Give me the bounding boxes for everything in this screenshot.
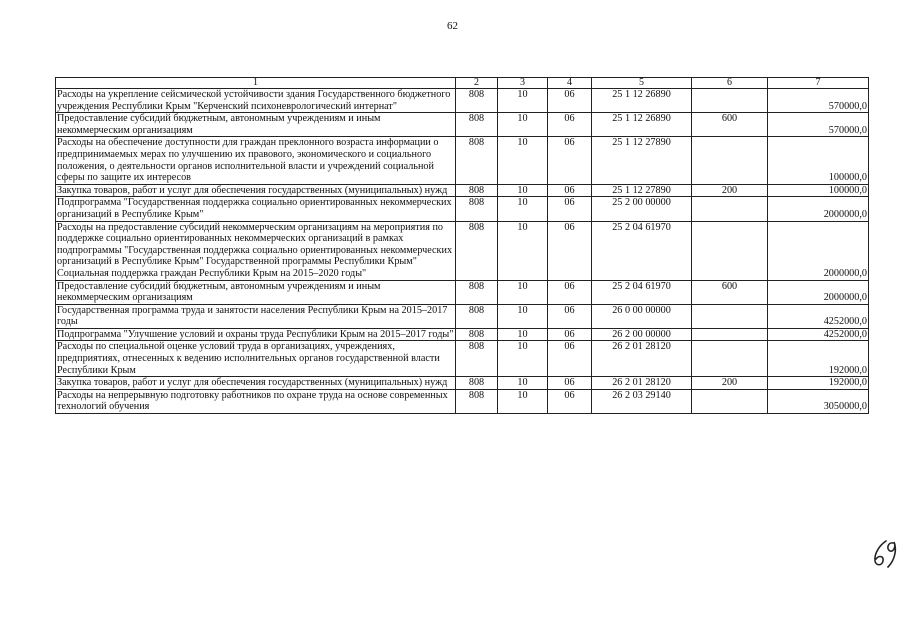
- department-code: 808: [456, 377, 498, 390]
- expense-name: Расходы на предоставление субсидий некоммерческим организациям на мероприятия по поддержке социально ориентированных некоммерческих организаций в рамках подпрограммы "Государственная поддержка социально ориентированных некоммерческих организаций в Республике Крым" Государственной программы Республики Крым" Социальная поддержка граждан Республики Крым на 2015–2020 годы": [56, 221, 456, 280]
- section-code: 10: [498, 137, 548, 184]
- expense-name: Подпрограмма "Улучшение условий и охраны труда Республики Крым на 2015–2017 годы": [56, 328, 456, 341]
- subsection-code: 06: [548, 341, 592, 377]
- expense-name: Предоставление субсидий бюджетным, автономным учреждениям и иным некоммерческим организациям: [56, 113, 456, 137]
- subsection-code: 06: [548, 197, 592, 221]
- expense-type-code: 200: [692, 184, 768, 197]
- table-row: [56, 184, 869, 197]
- expense-name: Предоставление субсидий бюджетным, автономным учреждениям и иным некоммерческим организациям: [56, 280, 456, 304]
- amount: 570000,0: [768, 89, 869, 113]
- table-row: [56, 89, 869, 113]
- column-header-5: 5: [592, 78, 692, 89]
- subsection-code: 06: [548, 389, 592, 413]
- expense-name: Расходы на укрепление сейсмической устойчивости здания Государственного бюджетного учреждения Республики Крым "Керченский психоневрологический интернат": [56, 89, 456, 113]
- amount: 4252000,0: [768, 304, 869, 328]
- table-row: [56, 113, 869, 137]
- amount: 570000,0: [768, 113, 869, 137]
- subsection-code: 06: [548, 89, 592, 113]
- table-row: [56, 280, 869, 304]
- section-code: 10: [498, 113, 548, 137]
- column-header-1: 1: [56, 78, 456, 89]
- column-header-2: 2: [456, 78, 498, 89]
- section-code: 10: [498, 197, 548, 221]
- section-code: 10: [498, 341, 548, 377]
- amount: 2000000,0: [768, 280, 869, 304]
- target-article-code: 25 2 00 00000: [592, 197, 692, 221]
- department-code: 808: [456, 341, 498, 377]
- department-code: 808: [456, 221, 498, 280]
- subsection-code: 06: [548, 304, 592, 328]
- target-article-code: 26 2 01 28120: [592, 341, 692, 377]
- department-code: 808: [456, 89, 498, 113]
- table-row: [56, 304, 869, 328]
- amount: 192000,0: [768, 377, 869, 390]
- column-header-4: 4: [548, 78, 592, 89]
- department-code: 808: [456, 328, 498, 341]
- department-code: 808: [456, 389, 498, 413]
- amount: 2000000,0: [768, 221, 869, 280]
- target-article-code: 25 1 12 27890: [592, 184, 692, 197]
- expense-type-code: [692, 197, 768, 221]
- table-row: [56, 389, 869, 413]
- section-code: 10: [498, 89, 548, 113]
- target-article-code: 25 2 04 61970: [592, 221, 692, 280]
- section-code: 10: [498, 389, 548, 413]
- section-code: 10: [498, 328, 548, 341]
- subsection-code: 06: [548, 137, 592, 184]
- column-header-3: 3: [498, 78, 548, 89]
- table-row: [56, 197, 869, 221]
- target-article-code: 26 0 00 00000: [592, 304, 692, 328]
- section-code: 10: [498, 280, 548, 304]
- page-number: 62: [447, 20, 458, 32]
- expense-type-code: [692, 304, 768, 328]
- target-article-code: 25 1 12 26890: [592, 113, 692, 137]
- expense-name: Расходы на обеспечение доступности для граждан преклонного возраста информации о предпринимаемых мерах по улучшению их правового, экономического и социального положения, о деятельности органов исполнительной власти и учреждений социальной сферы по защите их интересов: [56, 137, 456, 184]
- amount: 100000,0: [768, 137, 869, 184]
- amount: 2000000,0: [768, 197, 869, 221]
- expense-name: Расходы на непрерывную подготовку работников по охране труда на основе современных технологий обучения: [56, 389, 456, 413]
- amount: 4252000,0: [768, 328, 869, 341]
- amount: 3050000,0: [768, 389, 869, 413]
- subsection-code: 06: [548, 280, 592, 304]
- budget-table: [55, 77, 869, 414]
- table-row: [56, 341, 869, 377]
- expense-type-code: [692, 389, 768, 413]
- section-code: 10: [498, 377, 548, 390]
- target-article-code: 25 1 12 27890: [592, 137, 692, 184]
- expense-name: Подпрограмма "Государственная поддержка социально ориентированных некоммерческих организаций в Республике Крым": [56, 197, 456, 221]
- table-row: [56, 221, 869, 280]
- department-code: 808: [456, 113, 498, 137]
- section-code: 10: [498, 221, 548, 280]
- subsection-code: 06: [548, 328, 592, 341]
- target-article-code: 25 2 04 61970: [592, 280, 692, 304]
- expense-name: Закупка товаров, работ и услуг для обеспечения государственных (муниципальных) нужд: [56, 377, 456, 390]
- column-header-6: 6: [692, 78, 768, 89]
- table-row: [56, 328, 869, 341]
- expense-type-code: [692, 221, 768, 280]
- subsection-code: 06: [548, 377, 592, 390]
- expense-name: Государственная программа труда и занятости населения Республики Крым на 2015–2017 годы: [56, 304, 456, 328]
- amount: 100000,0: [768, 184, 869, 197]
- department-code: 808: [456, 304, 498, 328]
- subsection-code: 06: [548, 113, 592, 137]
- expense-name: Закупка товаров, работ и услуг для обеспечения государственных (муниципальных) нужд: [56, 184, 456, 197]
- target-article-code: 25 1 12 26890: [592, 89, 692, 113]
- target-article-code: 26 2 01 28120: [592, 377, 692, 390]
- table-row: [56, 137, 869, 184]
- section-code: 10: [498, 184, 548, 197]
- expense-type-code: [692, 137, 768, 184]
- amount: 192000,0: [768, 341, 869, 377]
- expense-type-code: [692, 89, 768, 113]
- department-code: 808: [456, 184, 498, 197]
- target-article-code: 26 2 00 00000: [592, 328, 692, 341]
- department-code: 808: [456, 197, 498, 221]
- department-code: 808: [456, 137, 498, 184]
- expense-name: Расходы по специальной оценке условий труда в организациях, учреждениях, предприятиях, отнесенных к ведению исполнительных органов государственной власти Республики Крым: [56, 341, 456, 377]
- table-row: [56, 377, 869, 390]
- expense-type-code: [692, 341, 768, 377]
- expense-type-code: [692, 328, 768, 341]
- column-header-7: 7: [768, 78, 869, 89]
- header-row: [56, 78, 869, 89]
- subsection-code: 06: [548, 221, 592, 280]
- expense-type-code: 200: [692, 377, 768, 390]
- handwritten-page-number-mark: [866, 533, 900, 573]
- section-code: 10: [498, 304, 548, 328]
- department-code: 808: [456, 280, 498, 304]
- target-article-code: 26 2 03 29140: [592, 389, 692, 413]
- expense-type-code: 600: [692, 113, 768, 137]
- subsection-code: 06: [548, 184, 592, 197]
- expense-type-code: 600: [692, 280, 768, 304]
